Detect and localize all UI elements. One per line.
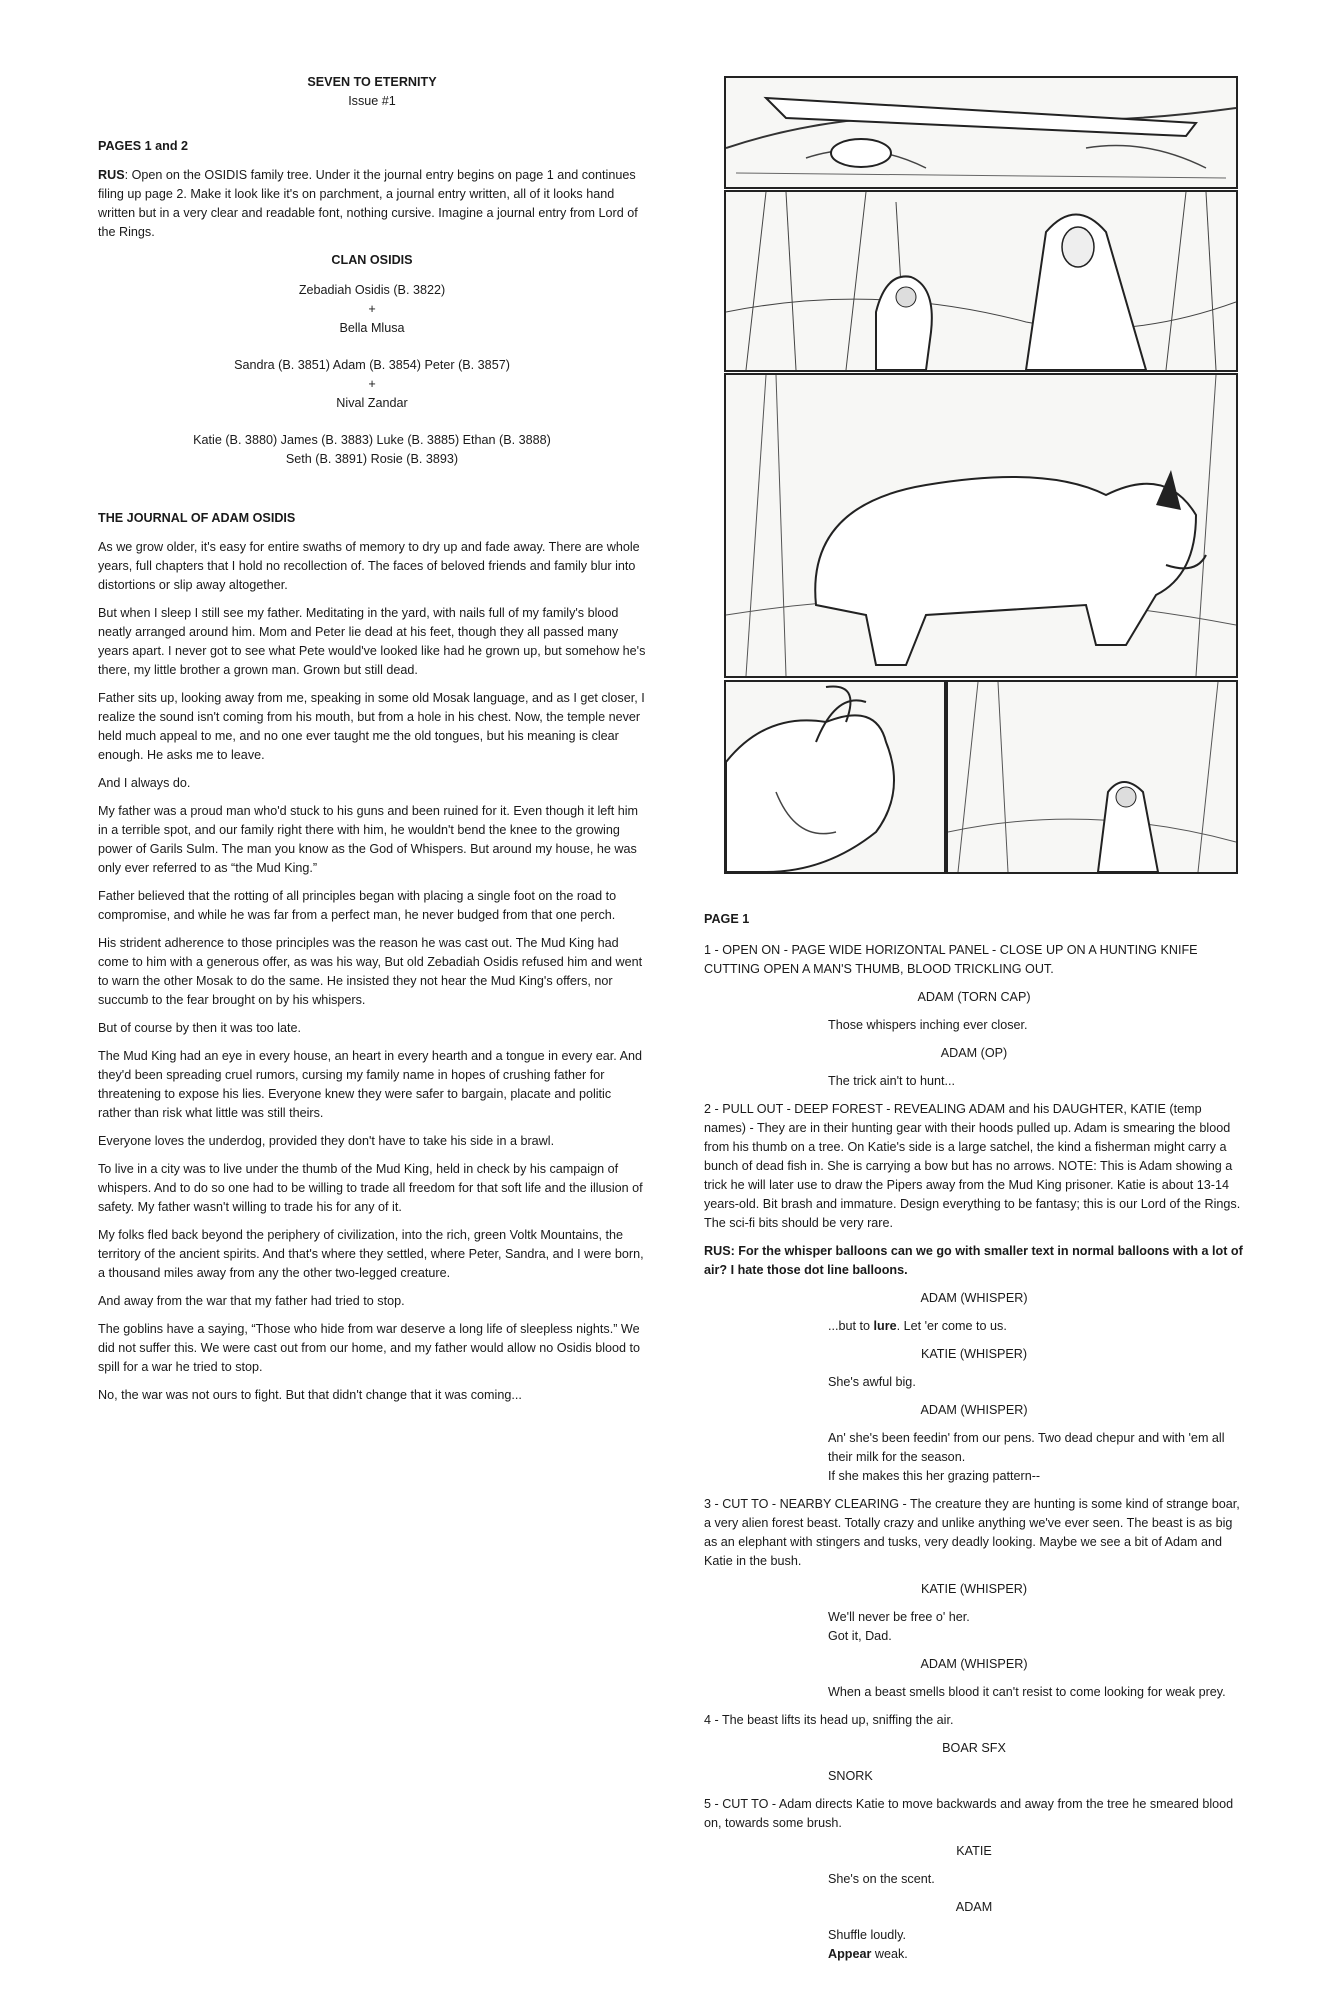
- dialogue-line: Those whispers inching ever closer.: [828, 1018, 1028, 1032]
- journal-paragraph: The goblins have a saying, “Those who hide from war deserve a long life of sleepless nights.” We did not suffer this. We were cast out from our home, and my father would allow no Osidis blood to spill for a war he tried to stop.: [98, 1322, 641, 1374]
- speaker: ADAM (WHISPER): [920, 1291, 1028, 1305]
- dialogue-line: She's on the scent.: [828, 1872, 935, 1886]
- speaker: KATIE: [956, 1844, 992, 1858]
- speaker: BOAR SFX: [942, 1741, 1006, 1755]
- dialogue: [828, 1072, 1244, 1091]
- journal-paragraph: To live in a city was to live under the thumb of the Mud King, held in check by his campaign of whispers. And to do so one had to be willing to trade all freedom for that soft life and the illusion of safety. My father wasn't willing to trade his for any of it.: [98, 1162, 643, 1214]
- family-tree: [98, 251, 646, 469]
- forest-illustration: [726, 192, 1236, 370]
- dialogue-line: Shuffle loudly.: [828, 1928, 906, 1942]
- dialogue-text: . Let 'er come to us.: [896, 1319, 1007, 1333]
- page-title: SEVEN TO ETERNITY: [307, 75, 437, 89]
- script-page-heading: PAGE 1: [704, 912, 750, 926]
- dialogue-line: We'll never be free o' her.: [828, 1610, 970, 1624]
- journal-body: [98, 538, 646, 1405]
- speaker: ADAM (WHISPER): [920, 1403, 1028, 1417]
- left-column: [98, 0, 646, 1414]
- tree-line: Zebadiah Osidis (B. 3822): [298, 283, 446, 297]
- art-panel-forest: [724, 190, 1238, 372]
- panel-description: 3 - CUT TO - NEARBY CLEARING - The creature they are hunting is some kind of strange boar, a very alien forest beast. Totally crazy and unlike anything we've ever seen. The beast is as big as an elephant with stingers and tusks, very deadly looking. Maybe we see a bit of Adam and Katie in the bush.: [704, 1497, 1240, 1568]
- dialogue-line: SNORK: [828, 1769, 873, 1783]
- journal-heading: THE JOURNAL OF ADAM OSIDIS: [98, 511, 296, 525]
- journal-paragraph: The Mud King had an eye in every house, an heart in every hearth and a tongue in every ear. And they'd been spreading cruel rumors, cursing my family name in hopes of crushing father for threatening to expose his lies. Everyone knew they were safer to bargain, placate and politic rather than risk what little was still theirs.: [98, 1049, 642, 1120]
- journal-paragraph: His strident adherence to those principles was the reason he was cast out. The Mud King had come to him with a generous offer, as was his way, But old Zebadiah Osidis refused him and went to warn the other Mosak to do the same. He insisted they not hear the Mud King's offers, nor succumb to the fear brought on by his whispers.: [98, 936, 643, 1007]
- speaker: ADAM (TORN CAP): [917, 990, 1031, 1004]
- journal-paragraph: But of course by then it was too late.: [98, 1021, 302, 1035]
- journal-paragraph: Father sits up, looking away from me, speaking in some old Mosak language, and as I get closer, I realize the sound isn't coming from his mouth, but from a hole in his chest. Now, the temple never held much appeal to me, and no one ever taught me the old tongues, but his meaning is clear enough. He asks me to leave.: [98, 691, 645, 762]
- panel-description: 1 - OPEN ON - PAGE WIDE HORIZONTAL PANEL - CLOSE UP ON A HUNTING KNIFE CUTTING OPEN A MAN'S THUMB, BLOOD TRICKLING OUT.: [704, 943, 1198, 976]
- speaker: ADAM (WHISPER): [920, 1657, 1028, 1671]
- dialogue-text: ...but to: [828, 1319, 874, 1333]
- clan-heading: CLAN OSIDIS: [331, 253, 413, 267]
- dialogue-emphasis: lure: [873, 1319, 897, 1333]
- pages-heading: PAGES 1 and 2: [98, 139, 189, 153]
- tree-line: Katie (B. 3880) James (B. 3883) Luke (B. 3885) Ethan (B. 3888): [193, 433, 551, 447]
- panel-description: 2 - PULL OUT - DEEP FOREST - REVEALING ADAM and his DAUGHTER, KATIE (temp names) - They are in their hunting gear with their hoods pulled up. Adam is smearing the blood from his thumb on a tree. On Katie's side is a large satchel, the kind a fisherman might carry a bunch of dead fish in. She is carrying a bow but has no arrows. NOTE: This is Adam showing a trick he will later use to draw the Pipers away from the Mud King prisoner. Katie is about 13-14 years-old. Bit brash and immature. Design everything to be fantasy; this is our Lord of the Rings. The sci-fi bits should be very rare.: [704, 1102, 1241, 1230]
- journal-paragraph: But when I sleep I still see my father. Meditating in the yard, with nails full of my family's blood neatly arranged around him. Mom and Peter lie dead at his feet, though they all passed many years apart. I never got to see what Pete would've looked like had he grown up, but somehow he's there, my little brother a grown man. Grown but still dead.: [98, 606, 646, 677]
- art-panel-boar: [724, 373, 1238, 678]
- journal-paragraph: As we grow older, it's easy for entire swaths of memory to dry up and fade away. There are whole years, full chapters that I hold no recollection of. The faces of beloved friends and family blur into distortions or slip away altogether.: [98, 540, 640, 592]
- dialogue: [828, 1016, 1244, 1035]
- journal-paragraph: And I always do.: [98, 776, 191, 790]
- art-panel-boar-head: [724, 680, 946, 874]
- journal-paragraph: My father was a proud man who'd stuck to his guns and been ruined for it. Even though it left him in a terrible spot, and our family right there with him, he wouldn't bend the knee to the growing power of Garils Sulm. The man you know as the God of Whispers. But around my house, he was only ever referred to as “the Mud King.”: [98, 804, 639, 875]
- dialogue-line: [828, 1945, 1244, 1964]
- speaker: KATIE (WHISPER): [920, 1582, 1028, 1596]
- dialogue: [828, 1683, 1244, 1702]
- dialogue: [828, 1926, 1244, 1964]
- tree-line: Bella Mlusa: [339, 321, 405, 335]
- art-panel-knife: [724, 76, 1238, 189]
- dialogue-line: An' she's been feedin' from our pens. Two dead chepur and with 'em all their milk for the season.: [828, 1431, 1225, 1464]
- rus-note: [98, 166, 646, 242]
- dialogue: [828, 1870, 1244, 1889]
- journal-paragraph: My folks fled back beyond the periphery of civilization, into the rich, green Voltk Mountains, the territory of the ancient spirits. And that's where they settled, where Peter, Sandra, and I were born, a thousand miles away from any the other two-legged creature.: [98, 1228, 644, 1280]
- dialogue-line: If she makes this her grazing pattern--: [828, 1469, 1041, 1483]
- tree-line: Nival Zandar: [336, 396, 408, 410]
- speaker: ADAM (OP): [940, 1046, 1008, 1060]
- rus-balloon-note: RUS: For the whisper balloons can we go with smaller text in normal balloons with a lot of air? I hate those dot line balloons.: [704, 1244, 1243, 1277]
- dialogue: [828, 1767, 1244, 1786]
- dialogue-line: The trick ain't to hunt...: [828, 1074, 956, 1088]
- tree-line: Seth (B. 3891) Rosie (B. 3893): [285, 452, 459, 466]
- rus-label: RUS: [98, 168, 125, 182]
- tree-plus: +: [368, 302, 376, 316]
- title-block: [98, 73, 646, 111]
- boar-head-illustration: [726, 682, 944, 872]
- script-page-1: [704, 910, 1244, 1973]
- dialogue-line: She's awful big.: [828, 1375, 916, 1389]
- dialogue: [828, 1373, 1244, 1392]
- panel-description: 5 - CUT TO - Adam directs Katie to move backwards and away from the tree he smeared blood on, towards some brush.: [704, 1797, 1234, 1830]
- journal-paragraph: No, the war was not ours to fight. But that didn't change that it was coming...: [98, 1388, 522, 1402]
- tree-plus: +: [368, 377, 376, 391]
- tree-line: Sandra (B. 3851) Adam (B. 3854) Peter (B. 3857): [234, 358, 510, 372]
- art-panel-hunter: [946, 680, 1238, 874]
- dialogue: [828, 1608, 1244, 1646]
- journal-paragraph: And away from the war that my father had tried to stop.: [98, 1294, 405, 1308]
- boar-illustration: [726, 375, 1236, 676]
- journal-paragraph: Father believed that the rotting of all principles began with placing a single foot on the road to compromise, and while he was far from a perfect man, he never budged from that one perch.: [98, 889, 617, 922]
- journal-paragraph: Everyone loves the underdog, provided they don't have to take his side in a brawl.: [98, 1134, 555, 1148]
- knife-illustration: [726, 78, 1236, 187]
- panel-description: 4 - The beast lifts its head up, sniffing the air.: [704, 1713, 954, 1727]
- dialogue-text: weak.: [871, 1947, 908, 1961]
- dialogue-line: [828, 1317, 1244, 1336]
- dialogue: [828, 1429, 1244, 1486]
- dialogue-emphasis: Appear: [828, 1947, 872, 1961]
- dialogue-line: When a beast smells blood it can't resist to come looking for weak prey.: [828, 1685, 1226, 1699]
- speaker: KATIE (WHISPER): [920, 1347, 1028, 1361]
- rus-text: : Open on the OSIDIS family tree. Under it the journal entry begins on page 1 and continues filing up page 2. Make it look like it's on parchment, a journal entry written, all of it looks hand written but in a very clear and readable font, nothing cursive. Imagine a journal entry from Lord of the Rings.: [98, 168, 638, 239]
- issue-number: Issue #1: [348, 94, 396, 108]
- hunter-illustration: [948, 682, 1236, 872]
- dialogue: [828, 1317, 1244, 1336]
- dialogue-line: Got it, Dad.: [828, 1629, 892, 1643]
- speaker: ADAM: [955, 1900, 993, 1914]
